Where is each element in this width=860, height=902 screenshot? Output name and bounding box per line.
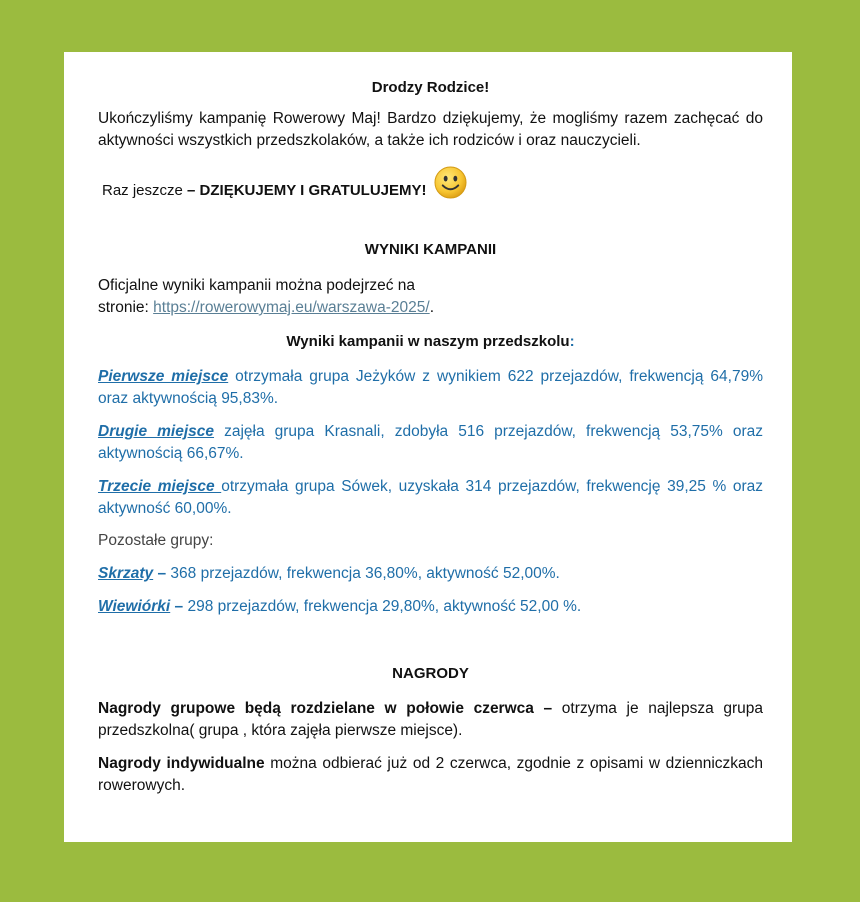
group-prizes-bold: Nagrody grupowe będą rozdzielane w połowie czerwca –: [98, 700, 562, 717]
intro-paragraph: Ukończyliśmy kampanię Rowerowy Maj! Bardzo dziękujemy, że mogliśmy razem zachęcać do aktywności wszystkich przedszkolaków, a także ich rodziców i oraz nauczycieli.: [98, 110, 763, 149]
official-line1: Oficjalne wyniki kampanii można podejrzeć na: [98, 277, 416, 294]
first-place-paragraph: [98, 366, 763, 410]
thanks-line: [102, 166, 763, 202]
greeting: Drodzy Rodzice!: [371, 79, 490, 96]
other-group-row: [98, 596, 763, 618]
other-group-dash: –: [170, 598, 184, 615]
first-place-label: Pierwsze miejsce: [98, 368, 229, 385]
individual-prizes-text: można odbierać już od 2 czerwca, zgodnie z opisami w dzienniczkach rowerowych.: [98, 755, 764, 794]
other-group-dash: –: [153, 565, 167, 582]
third-place-text: otrzymała grupa Sówek, uzyskała 314 przejazdów, frekwencję 39,25 % oraz aktywność 60,00%.: [98, 478, 763, 517]
individual-prizes-bold: Nagrody indywidualne: [98, 755, 265, 772]
other-group-text: 298 przejazdów, frekwencja 29,80%, aktywność 52,00 %.: [183, 598, 582, 615]
official-suffix: .: [429, 299, 434, 316]
second-place-label: Drugie miejsce: [98, 423, 215, 440]
second-place-text: zajęła grupa Krasnali, zdobyła 516 przejazdów, frekwencją 53,75% oraz aktywnością 66,67%.: [98, 423, 763, 462]
individual-prizes-paragraph: [98, 753, 763, 797]
other-groups-label: Pozostałe grupy:: [98, 532, 214, 549]
other-group-row: [98, 563, 763, 585]
official-prefix: stronie:: [98, 299, 154, 316]
second-place-paragraph: [98, 421, 763, 465]
school-results-colon: :: [569, 333, 575, 350]
prizes-heading: NAGRODY: [392, 665, 469, 682]
thanks-bold: – DZIĘKUJEMY I GRATULUJEMY!: [187, 182, 427, 199]
official-results-paragraph: [98, 275, 763, 319]
group-prizes-paragraph: [98, 698, 763, 742]
first-place-text: otrzymała grupa Jeżyków z wynikiem 622 przejazdów, frekwencją 64,79% oraz aktywnością 95,83%.: [98, 368, 763, 407]
campaign-results-link[interactable]: https://rowerowymaj.eu/warszawa-2025/: [153, 299, 430, 316]
school-results-title: Wyniki kampanii w naszym przedszkolu: [286, 333, 570, 350]
third-place-label: Trzecie miejsce: [98, 478, 222, 495]
other-group-name: Skrzaty: [98, 565, 154, 582]
group-prizes-text: otrzyma je najlepsza grupa przedszkolna( grupa , która zajęła pierwsze miejsce).: [98, 700, 763, 739]
school-results-heading: [98, 331, 763, 353]
other-group-text: 368 przejazdów, frekwencja 36,80%, aktywność 52,00%.: [166, 565, 560, 582]
results-heading: WYNIKI KAMPANII: [364, 241, 497, 258]
other-group-name: Wiewiórki: [98, 598, 171, 615]
thanks-prefix: Raz jeszcze: [102, 182, 188, 199]
smiley-face-icon: [434, 166, 467, 199]
third-place-paragraph: [98, 476, 763, 520]
letter-page: [64, 52, 792, 842]
